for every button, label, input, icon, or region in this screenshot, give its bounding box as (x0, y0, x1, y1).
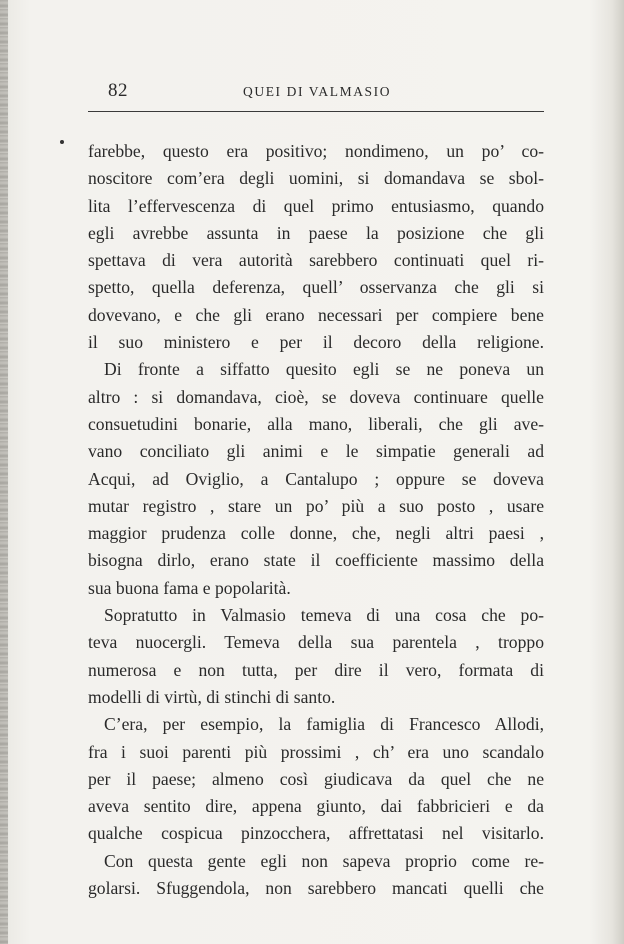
text-line: altro : si domandava, cioè, se doveva continuare quelle (88, 386, 544, 407)
text-line: modelli di virtù, di stinchi di santo. (88, 686, 336, 707)
text-line: qualche cospicua pinzocchera, affrettatasi nel visitarlo. (88, 823, 544, 844)
page-header (88, 78, 546, 108)
text-line: il suo ministero e per il decoro della religione. (88, 332, 544, 353)
text-line: farebbe, questo era positivo; nondimeno, un po’ co- (88, 141, 544, 161)
text-line: maggior prudenza colle donne, che, negli altri paesi , (88, 523, 544, 544)
text-line: sua buona fama e popolarità. (88, 577, 291, 598)
page-number: 82 (108, 80, 128, 101)
text-line: teva nuocergli. Temeva della sua parentela , troppo (88, 632, 544, 653)
text-line: noscitore com’era degli uomini, si domandava se sbol- (88, 168, 544, 189)
text-line: Sopratutto in Valmasio temeva di una cosa che po- (104, 605, 544, 626)
page-binding-edge (0, 0, 8, 944)
text-line: Di fronte a siffatto quesito egli se ne poneva un (104, 359, 544, 380)
text-line: golarsi. Sfuggendola, non sarebbero mancati quelli che (88, 878, 544, 899)
text-line: dovevano, e che gli erano necessari per compiere bene (88, 304, 544, 325)
text-line: egli avrebbe assunta in paese la posizione che gli (88, 222, 544, 243)
text-line: mutar registro , stare un po’ più a suo posto , usare (88, 495, 544, 516)
text-line: Acqui, ad Oviglio, a Cantalupo ; oppure se doveva (88, 468, 544, 489)
text-line: Con questa gente egli non sapeva proprio come re- (104, 850, 544, 871)
text-line: aveva sentito dire, appena giunto, dai fabbricieri e da (88, 796, 544, 817)
text-line: per il paese; almeno così giudicava da quel che ne (88, 768, 544, 789)
text-line: fra i suoi parenti più prossimi , ch’ era uno scandalo (88, 741, 544, 762)
text-line: C’era, per esempio, la famiglia di Francesco Allodi, (104, 714, 544, 735)
text-line: spetto, quella deferenza, quell’ osservanza che gli si (88, 277, 544, 298)
text-line: numerosa e non tutta, per dire il vero, formata di (88, 659, 544, 680)
margin-mark (60, 140, 64, 144)
body-text (88, 138, 544, 902)
text-line: consuetudini bonarie, alla mano, liberali, che gli ave- (88, 413, 544, 434)
text-line: spettava di vera autorità sarebbero continuati quel ri- (88, 250, 544, 271)
text-line: vano conciliato gli animi e le simpatie generali ad (88, 441, 544, 462)
text-line: lita l’effervescenza di quel primo entusiasmo, quando (88, 195, 544, 216)
text-line: bisogna dirlo, erano state il coefficiente massimo della (88, 550, 544, 571)
running-title: QUEI DI VALMASIO (243, 84, 392, 99)
header-rule (88, 111, 544, 112)
